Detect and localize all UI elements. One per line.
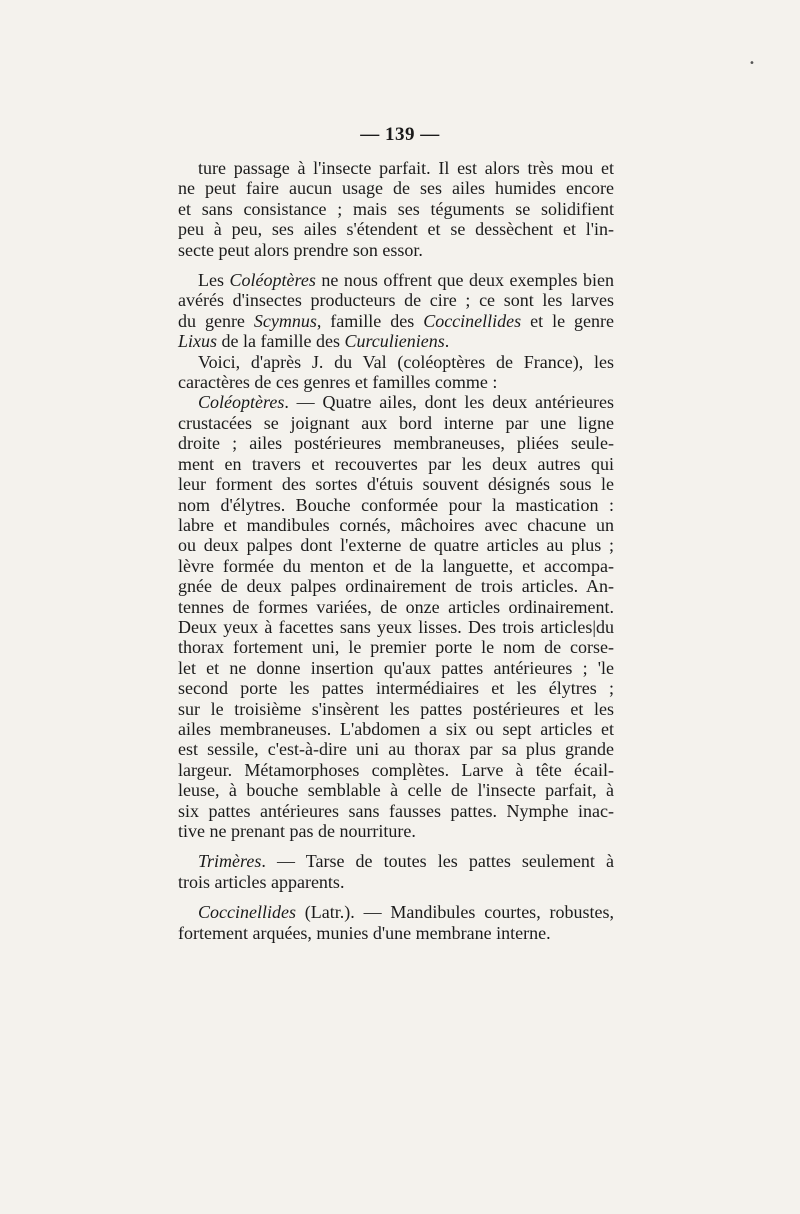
paragraph-2 [178,270,614,352]
paragraph-3 [178,352,614,393]
text-line: nom d'élytres. Bouche conformée pour la mastication : [178,494,614,515]
text-line: ture passage à l'insecte parfait. Il est alors très mou et [198,158,614,178]
text-line: caractères de ces genres et familles comme : [178,372,498,393]
text-line: droite ; ailes postérieures membraneuses, pliées seule- [178,433,614,454]
text-line: ne peut faire aucun usage de ses ailes humides encore [178,178,614,199]
text-line: Lixus de la famille des Curculieniens. [178,331,450,352]
text-line: peu à peu, ses ailes s'étendent et se dessèchent et l'in- [178,219,614,240]
text-line: Deux yeux à facettes sans yeux lisses. Des trois articles|du [178,616,614,637]
text-line: Coléoptères. — Quatre ailes, dont les deux antérieures [198,392,614,413]
text-line: labre et mandibules cornés, mâchoires avec chacune un [178,514,614,535]
paragraph-4 [178,392,614,841]
text-line: trois articles apparents. [178,871,345,892]
text-line: tennes de formes variées, de onze articles ordinairement. [178,596,614,617]
text-line: fortement arquées, munies d'une membrane interne. [178,922,551,943]
text-line: Les Coléoptères ne nous offrent que deux exemples bien [198,270,614,291]
text-line: secte peut alors prendre son essor. [178,239,423,260]
text-line: gnée de deux palpes ordinairement de trois articles. An- [178,576,614,597]
text-line: Coccinellides (Latr.). — Mandibules courtes, robustes, [198,902,614,923]
text-line: crustacées se joignant aux bord interne par une ligne [178,412,614,433]
text-line: leur forment des sortes d'étuis souvent désignés sous le [178,474,614,495]
paragraph-5 [178,851,614,892]
paragraph-1 [178,158,614,260]
text-line: tive ne prenant pas de nourriture. [178,821,416,841]
text-line: lèvre formée du menton et de la languette, et accompa- [178,555,614,576]
text-line: ailes membraneuses. L'abdomen a six ou sept articles et [178,718,614,739]
body-text [178,158,614,943]
text-line: avérés d'insectes producteurs de cire ; ce sont les larves [178,290,614,311]
text-line: ment en travers et recouvertes par les deux autres qui [178,453,614,474]
text-line: Trimères. — Tarse de toutes les pattes seulement à [198,851,614,872]
text-line: second porte les pattes intermédiaires et les élytres ; [178,678,614,699]
text-line: et sans consistance ; mais ses téguments se solidifient [178,198,614,219]
text-line: Voici, d'après J. du Val (coléoptères de France), les [198,351,614,372]
margin-speck: • [749,58,755,69]
page-number: — 139 — [360,124,440,145]
text-line: let et ne donne insertion qu'aux pattes antérieures ; 'le [178,657,614,678]
text-line: largeur. Métamorphoses complètes. Larve à tête écail- [178,759,614,780]
text-line: est sessile, c'est-à-dire uni au thorax par sa plus grande [178,739,614,760]
text-line: sur le troisième s'insèrent les pattes postérieures et les [178,698,614,719]
paragraph-6 [178,902,614,943]
text-line: du genre Scymnus, famille des Coccinellides et le genre [178,310,614,331]
text-line: leuse, à bouche semblable à celle de l'insecte parfait, à [178,780,614,801]
text-line: ou deux palpes dont l'externe de quatre articles au plus ; [178,535,614,556]
text-line: thorax fortement uni, le premier porte le nom de corse- [178,637,614,658]
text-line: six pattes antérieures sans fausses pattes. Nymphe inac- [178,800,614,821]
